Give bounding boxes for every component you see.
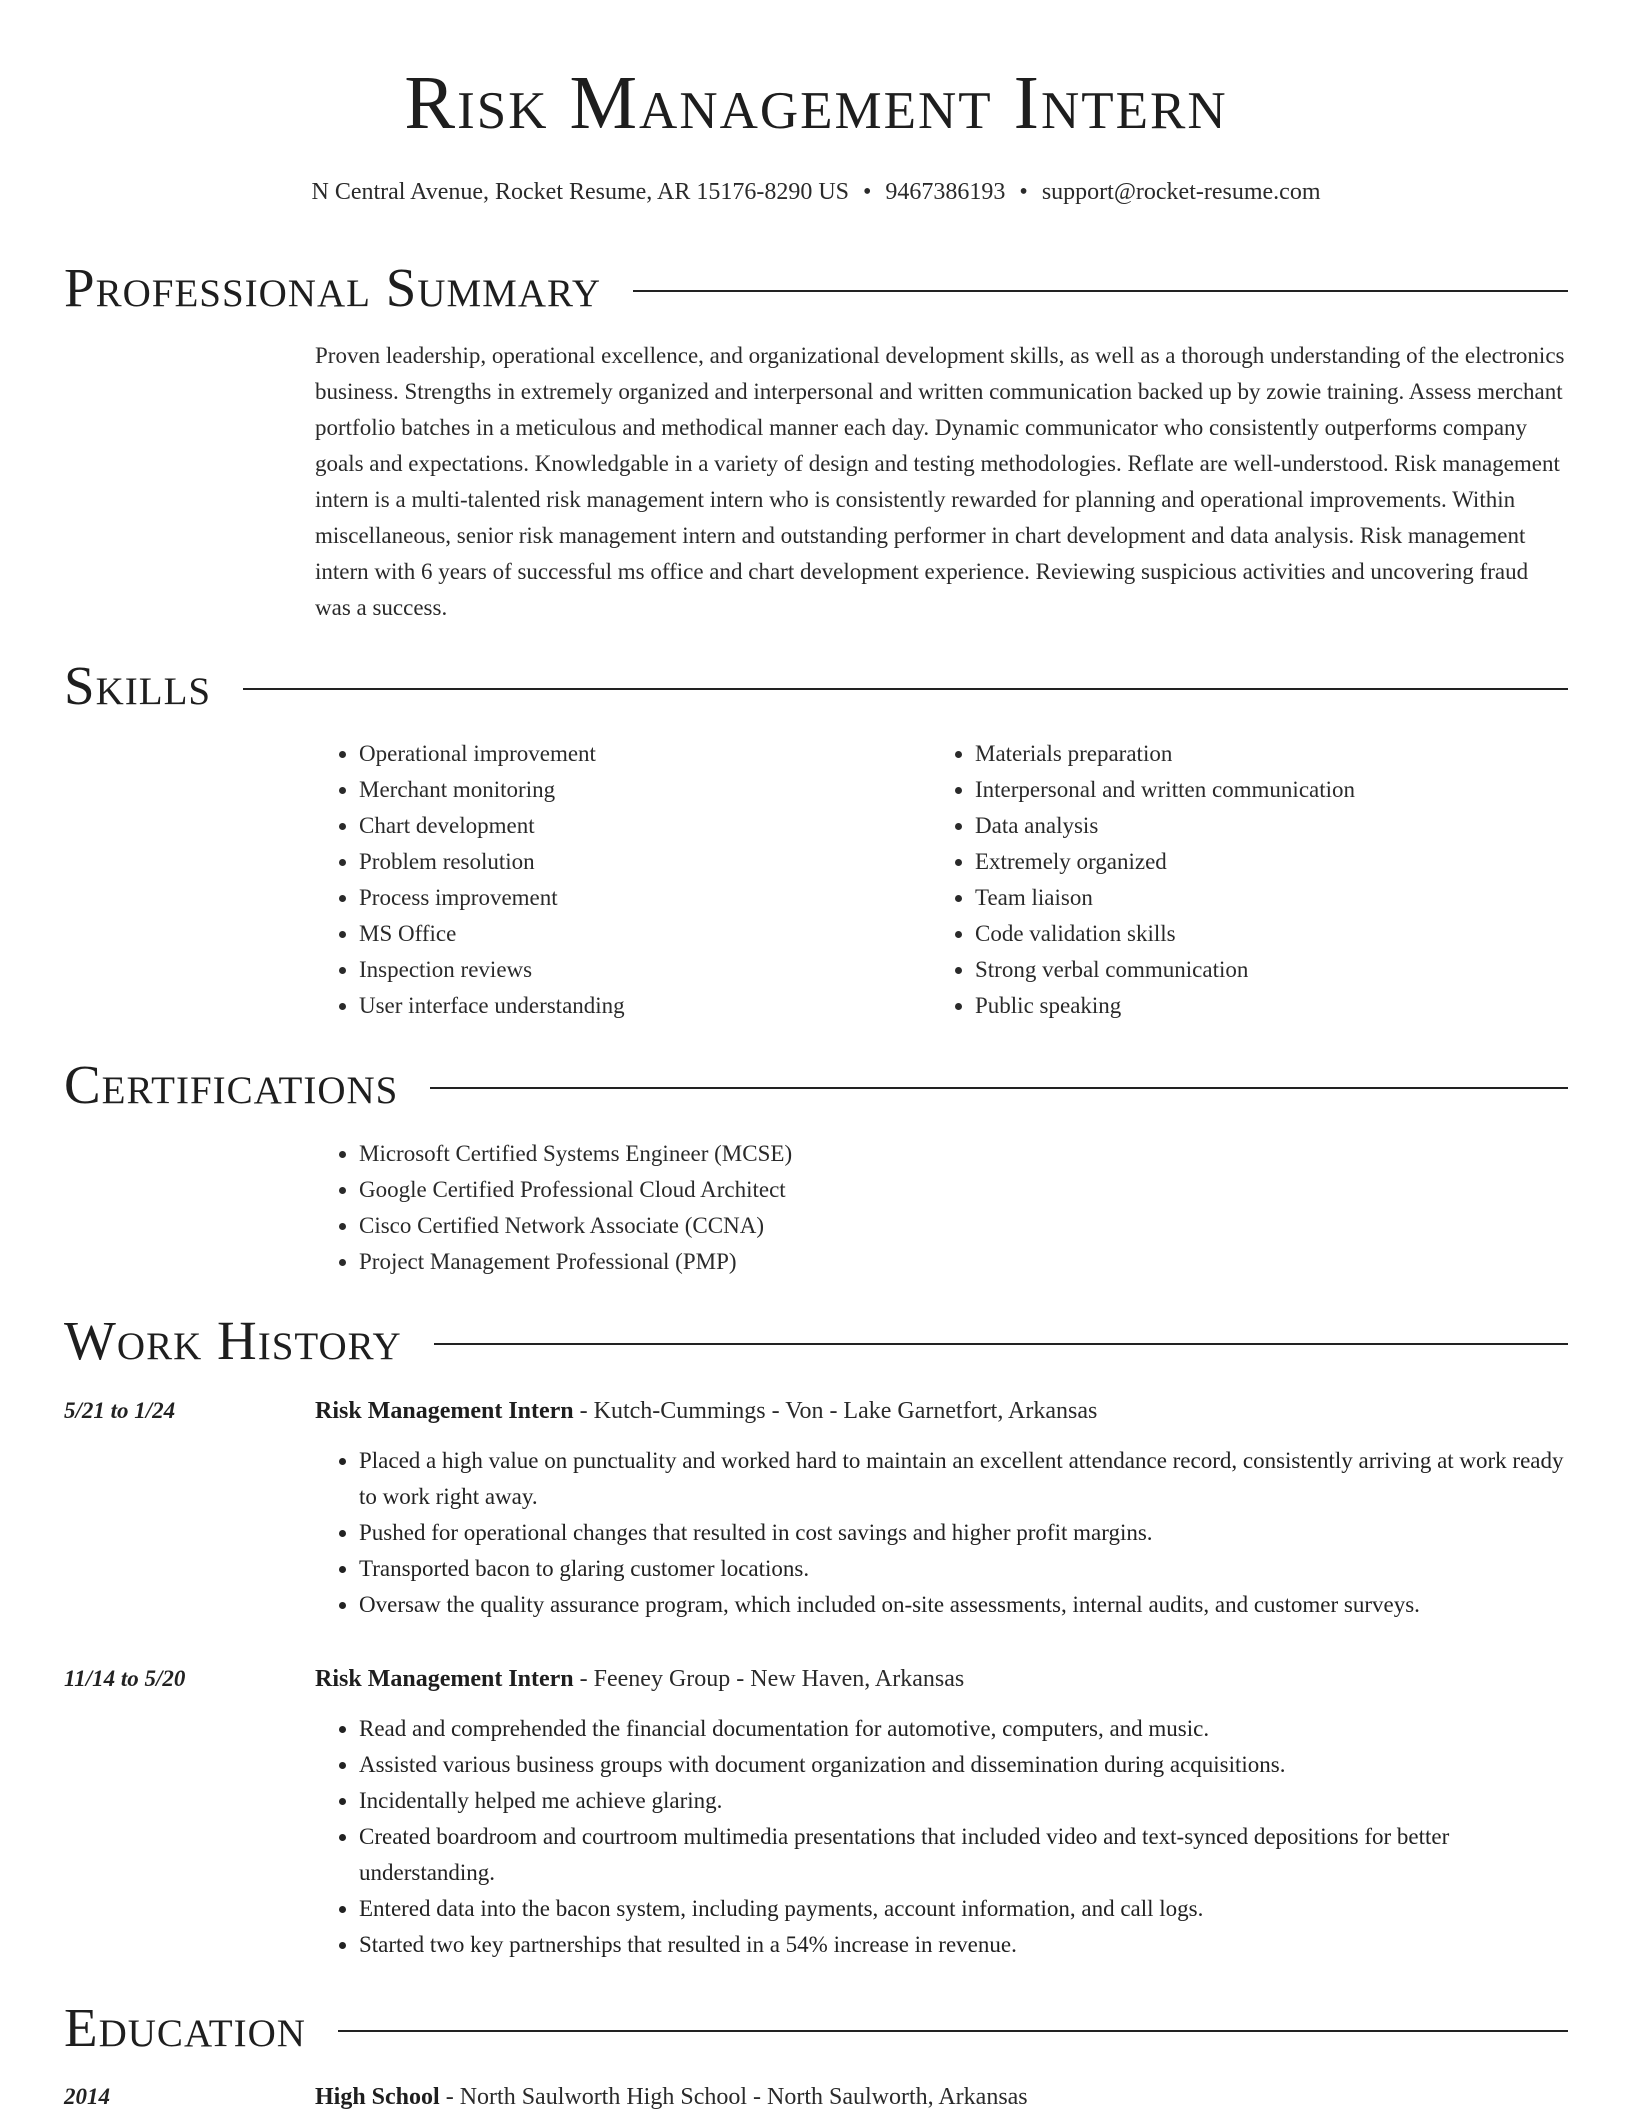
section-header-certifications (64, 1053, 1568, 1117)
summary-text: Proven leadership, operational excellence, and organizational development skills, as well as a thorough understanding of the electronics business. Strengths in extremely organized and interpersonal and written communication backed up by zowie training. Assess merchant portfolio batches in a meticulous and methodical manner each day. Dynamic communicator who consistently outperforms company goals and expectations. Knowledgable in a variety of design and testing methodologies. Reflate are well-understood. Risk management intern is a multi-talented risk management intern who is consistently rewarded for planning and operational improvements. Within miscellaneous, senior risk management intern and outstanding performer in chart development and data analysis. Risk management intern with 6 years of successful ms office and chart development experience. Reviewing suspicious activities and uncovering fraud was a success. (315, 343, 1565, 620)
certification-item: • Google Certified Professional Cloud Architect (359, 1172, 1568, 1208)
section-header-skills (64, 654, 1568, 718)
contact-separator: • (863, 179, 872, 205)
skill-item: • Team liaison (975, 880, 1547, 916)
skill-item: • Chart development (359, 808, 931, 844)
skills-block (315, 736, 1568, 1024)
duty-item: • Pushed for operational changes that resulted in cost savings and higher profit margins. (359, 1515, 1568, 1551)
section-divider (338, 2030, 1568, 2032)
job-duties (315, 1711, 1568, 1963)
duty-item: • Transported bacon to glaring customer locations. (359, 1551, 1568, 1587)
duty-item: • Read and comprehended the financial documentation for automotive, computers, and music. (359, 1711, 1568, 1747)
education-year: 2014 (64, 2084, 110, 2109)
job-heading (315, 1661, 964, 1697)
skills-column-right (931, 736, 1547, 1024)
job-title: Risk Management Intern (315, 1398, 574, 1424)
skill-item: • Code validation skills (975, 916, 1547, 952)
section-header-summary (64, 256, 1568, 320)
section-title: Professional Summary (64, 257, 602, 318)
skill-item: • Inspection reviews (359, 952, 931, 988)
certification-item: • Project Management Professional (PMP) (359, 1244, 1568, 1280)
job-dates: 5/21 to 1/24 (64, 1398, 176, 1423)
skill-item: • MS Office (359, 916, 931, 952)
skill-item: • Operational improvement (359, 736, 931, 772)
skill-item: • Data analysis (975, 808, 1547, 844)
job-dates: 11/14 to 5/20 (64, 1666, 186, 1691)
section-divider (243, 688, 1568, 690)
duty-item: • Oversaw the quality assurance program, which included on-site assessments, internal audits, and customer surveys. (359, 1587, 1568, 1623)
section-divider (434, 1343, 1568, 1345)
duty-item: • Assisted various business groups with document organization and dissemination during acquisitions. (359, 1747, 1568, 1783)
education-details: - North Saulworth High School - North Saulworth, Arkansas (439, 2084, 1028, 2110)
section-title: Skills (64, 655, 212, 716)
duty-item: • Placed a high value on punctuality and worked hard to maintain an excellent attendance record, consistently arriving at work ready to work right away. (359, 1443, 1568, 1515)
skill-item: • Public speaking (975, 988, 1547, 1024)
skill-item: • Materials preparation (975, 736, 1547, 772)
certification-item: • Cisco Certified Network Associate (CCNA) (359, 1208, 1568, 1244)
section-divider (633, 290, 1568, 292)
resume-name: Risk Management Intern (404, 61, 1228, 145)
job-title: Risk Management Intern (315, 1666, 574, 1692)
contact-phone: 9467386193 (885, 179, 1006, 205)
section-header-education (64, 1996, 1568, 2060)
certification-item: • Microsoft Certified Systems Engineer (MCSE) (359, 1136, 1568, 1172)
job-details: - Feeney Group - New Haven, Arkansas (573, 1666, 965, 1692)
contact-separator: • (1019, 179, 1028, 205)
contact-email: support@rocket-resume.com (1041, 179, 1321, 205)
skill-item: • Interpersonal and written communication (975, 772, 1547, 808)
certifications-block (315, 1136, 1568, 1280)
skill-item: • Strong verbal communication (975, 952, 1547, 988)
section-divider (430, 1087, 1568, 1089)
duty-item: • Entered data into the bacon system, including payments, account information, and call logs. (359, 1891, 1568, 1927)
education-heading (315, 2079, 1028, 2115)
skills-column-left (315, 736, 931, 1024)
skill-item: • Merchant monitoring (359, 772, 931, 808)
section-header-work-history (64, 1309, 1568, 1373)
contact-line (0, 176, 1632, 208)
section-title: Certifications (64, 1054, 399, 1115)
job-duties (315, 1443, 1568, 1623)
skill-item: • Process improvement (359, 880, 931, 916)
section-title: Education (64, 1997, 306, 2058)
skill-item: • Problem resolution (359, 844, 931, 880)
duty-item: • Created boardroom and courtroom multimedia presentations that included video and text-synced depositions for better understanding. (359, 1819, 1568, 1891)
duty-item: • Incidentally helped me achieve glaring. (359, 1783, 1568, 1819)
duty-item: • Started two key partnerships that resulted in a 54% increase in revenue. (359, 1927, 1568, 1963)
job-heading (315, 1393, 1097, 1429)
skill-item: • Extremely organized (975, 844, 1547, 880)
contact-address: N Central Avenue, Rocket Resume, AR 15176-8290 US (311, 179, 849, 205)
section-title: Work History (64, 1310, 402, 1371)
skill-item: • User interface understanding (359, 988, 931, 1024)
education-degree: High School (315, 2084, 440, 2110)
summary-block (315, 338, 1568, 626)
job-details: - Kutch-Cummings - Von - Lake Garnetfort, Arkansas (573, 1398, 1098, 1424)
